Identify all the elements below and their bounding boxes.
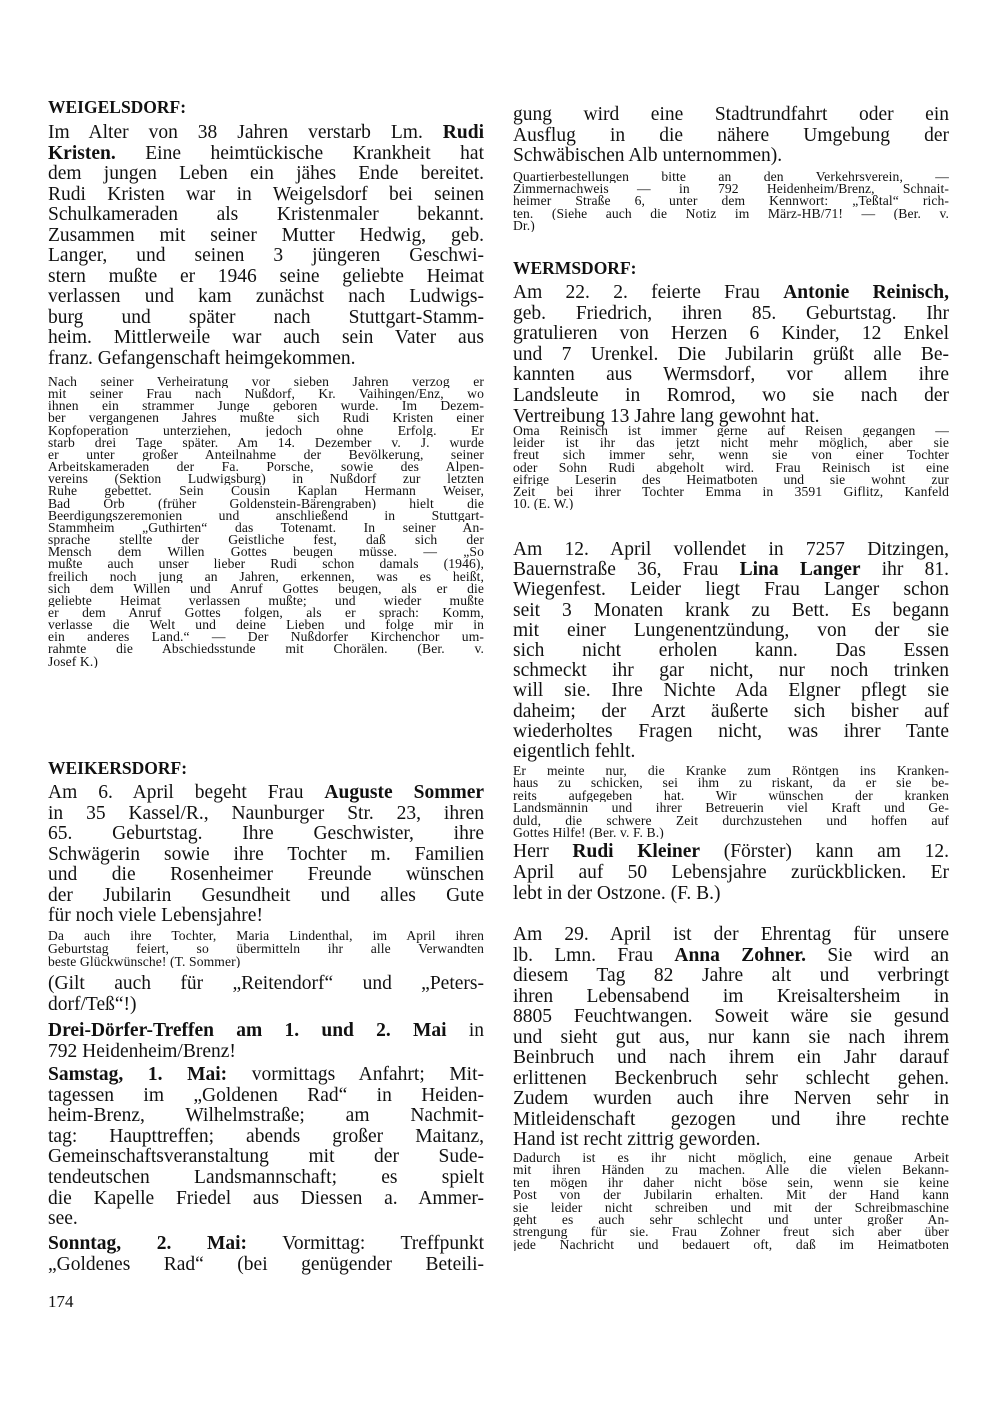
text-line bbox=[48, 376, 484, 388]
text-line bbox=[48, 246, 484, 267]
text-line bbox=[48, 1147, 484, 1168]
text-line bbox=[513, 1089, 949, 1110]
text-run: sprache stellte der Geistliche fest, daß sich der bbox=[48, 534, 484, 547]
text-line bbox=[48, 97, 484, 117]
text-line bbox=[48, 595, 484, 607]
text-run: Beinbruch und nach ihrem ein Jahr darauf bbox=[513, 1048, 949, 1068]
text-line bbox=[48, 349, 484, 370]
text-line bbox=[48, 498, 484, 510]
text-line bbox=[48, 974, 484, 995]
text-run: sie leider nicht schreiben und mit der Schreibmaschine bbox=[513, 1201, 949, 1214]
section-heading bbox=[48, 758, 484, 778]
text-line bbox=[513, 1177, 949, 1189]
text-run: Am 6. April begeht Frau bbox=[48, 783, 325, 803]
text-line bbox=[513, 304, 949, 325]
text-run: Dr.) bbox=[513, 219, 535, 232]
text-run: freut sich immer sehr, wenn sie von einer Tochter bbox=[513, 449, 949, 462]
text-line bbox=[48, 1106, 484, 1127]
text-run: Schulkameraden als Kristenmaler bekannt. bbox=[48, 205, 484, 225]
text-line bbox=[48, 845, 484, 866]
text-run: sich dem Willen und Anruf Gottes beugen, als er die bbox=[48, 582, 484, 595]
text-run: reits aufgegeben hat. Wir wünschen der kranken bbox=[513, 789, 949, 803]
text-run: Schwägerin sowie ihre Tochter m. Familien bbox=[48, 844, 484, 865]
text-run: ber vergangenen Jahres mußte sich Rudi Kristen einer bbox=[48, 412, 484, 425]
text-line bbox=[48, 956, 484, 969]
text-line bbox=[513, 841, 949, 862]
text-run: haus zu schicken, sei ihm zu riskant, da er sie be- bbox=[513, 777, 949, 790]
note-paragraph bbox=[48, 376, 484, 668]
text-line bbox=[513, 425, 949, 437]
text-line bbox=[48, 534, 484, 546]
text-run: Mitleidenschaft gezogen und ihre rechte bbox=[513, 1109, 949, 1130]
text-run: Am 12. April vollendet in 7257 Ditzingen, bbox=[513, 540, 949, 560]
text-run: burg und später nach Stuttgart-Stamm- bbox=[48, 307, 484, 328]
text-line bbox=[513, 862, 949, 883]
text-line bbox=[513, 925, 949, 946]
text-run: Ruhe gebettet. Sein Cousin Kaplan Hermann Weiser, bbox=[48, 485, 484, 498]
text-line bbox=[48, 758, 484, 778]
text-run: Gemeinschaftsveranstaltung mit der Sude- bbox=[48, 1147, 484, 1168]
text-run: Eine heimtückische Krankheit hat bbox=[115, 143, 484, 164]
text-run: Er meinte nur, die Kranke zum Röntgen ins Kranken- bbox=[513, 765, 949, 778]
text-line bbox=[48, 930, 484, 943]
bold-name: Drei-Dörfer-Treffen am 1. und 2. Mai bbox=[48, 1020, 447, 1041]
text-run: ihren Lebensabend im Kreisaltersheim in bbox=[513, 986, 949, 1007]
text-run: Im Alter von 38 Jahren verstarb Lm. bbox=[48, 123, 443, 143]
text-line bbox=[513, 1152, 949, 1164]
text-run: franz. Gefangenschaft heimgekommen. bbox=[48, 348, 356, 369]
bold-name: Kristen. bbox=[48, 143, 116, 164]
text-run: WEIGELSDORF: bbox=[48, 97, 187, 117]
text-line bbox=[48, 906, 484, 927]
text-line bbox=[513, 560, 949, 580]
text-line bbox=[48, 558, 484, 570]
bold-name: Rudi Kleiner bbox=[572, 841, 701, 862]
text-run: Herr bbox=[513, 841, 573, 862]
text-line bbox=[48, 144, 484, 165]
text-run: geliebte Heimat verlassen mußte; und wieder mußte bbox=[48, 594, 484, 607]
bold-name: Sonntag, 2. Mai: bbox=[48, 1233, 248, 1254]
text-line bbox=[48, 1254, 484, 1275]
text-run: Josef K.) bbox=[48, 655, 98, 668]
text-line bbox=[513, 324, 949, 345]
text-run: Oma Reinisch ist immer gerne auf Reisen gegangen — bbox=[513, 425, 949, 438]
text-run: er unter großer Anteilnahme der Bevölkerung, seiner bbox=[48, 448, 484, 462]
text-run: Da auch ihre Tochter, Maria Lindenthal, im April ihren bbox=[48, 930, 484, 943]
bold-name: Rudi bbox=[442, 123, 484, 143]
text-run: Vertreibung 13 Jahre lang gewohnt hat. bbox=[513, 406, 820, 427]
text-run: oder Sohn Rudi abgeholt wird. Frau Reinisch ist eine bbox=[513, 461, 949, 474]
text-run: Am 29. April ist der Ehrentag für unsere bbox=[513, 925, 949, 945]
text-line bbox=[513, 437, 949, 449]
text-run: Bauernstraße 36, Frau bbox=[513, 560, 740, 581]
text-line bbox=[48, 619, 484, 631]
text-run: dem jungen Leben ein jähes Ende bereitet. bbox=[48, 164, 484, 184]
text-line bbox=[513, 601, 949, 621]
text-run: gratulieren von Herzen 6 Kinder, 12 Enkel bbox=[513, 324, 949, 345]
note-paragraph bbox=[48, 930, 484, 968]
text-run: er dem Anruf Gottes folgen, als er sprach: Komm, bbox=[48, 606, 484, 620]
text-run: Vormittag: Treffpunkt bbox=[247, 1233, 484, 1254]
text-run: April auf 50 Lebensjahre zurückblicken. Er bbox=[513, 862, 949, 883]
text-run: und 7 Urenkel. Die Jubilarin grüßt alle Be- bbox=[513, 344, 949, 365]
text-run: Arbeitskameraden der Fa. Porsche, sowie des Alpen- bbox=[48, 461, 484, 474]
text-run: mit einer Lungenentzündung, von der sie bbox=[513, 620, 949, 641]
text-run: Mensch dem Willen Gottes beugen müsse. — „So bbox=[48, 546, 484, 559]
text-line bbox=[48, 267, 484, 288]
text-run: und die Rosenheimer Freunde wünschen bbox=[48, 865, 484, 885]
text-run: vereins (Sektion Ludwigsburg) in Nußdorf zur letzten bbox=[48, 473, 484, 486]
text-line bbox=[513, 641, 949, 661]
body-paragraph bbox=[513, 105, 949, 167]
text-run: tagessen im „Goldenen Rad“ in Heiden- bbox=[48, 1085, 484, 1106]
text-line bbox=[513, 1189, 949, 1201]
text-line bbox=[48, 607, 484, 619]
text-run: verlassen und kam zunächst nach Ludwigs- bbox=[48, 287, 484, 307]
text-run: eigentlich fehlt. bbox=[513, 741, 636, 762]
text-line bbox=[513, 1226, 949, 1238]
page-number: 174 bbox=[48, 1292, 74, 1311]
text-line bbox=[513, 765, 949, 777]
text-line bbox=[48, 571, 484, 583]
text-run: jede Nachricht und bedauert oft, daß im Heimatboten bbox=[513, 1238, 949, 1252]
text-line bbox=[513, 1239, 949, 1251]
text-line bbox=[48, 308, 484, 329]
text-line bbox=[48, 631, 484, 643]
text-run: geht es auch sehr schlecht und unter großer An- bbox=[513, 1213, 949, 1227]
text-run: mußte auch unser lieber Rudi schon damals (1946), bbox=[48, 558, 484, 571]
text-run: 792 Heidenheim/Brenz! bbox=[48, 1041, 236, 1062]
text-run: wiederholtes Fragen nicht, was ihrer Tante bbox=[513, 721, 949, 742]
text-line bbox=[513, 486, 949, 498]
text-line bbox=[48, 388, 484, 400]
text-run: seit 3 Monaten krank zu Bett. Es begann bbox=[513, 600, 949, 621]
text-run: ten. (Siehe auch die Notiz im März-HB/71! — (Ber. v. bbox=[513, 207, 949, 220]
note-paragraph bbox=[513, 425, 949, 510]
bold-name: Antonie Reinisch, bbox=[783, 283, 949, 303]
text-line bbox=[513, 1028, 949, 1049]
text-line bbox=[513, 777, 949, 789]
text-run: (Gilt auch für „Reitendorf“ und „Peters- bbox=[48, 974, 484, 994]
text-line bbox=[48, 1233, 484, 1254]
text-line bbox=[48, 205, 484, 226]
text-line bbox=[48, 185, 484, 206]
text-line bbox=[513, 722, 949, 742]
text-line bbox=[513, 802, 949, 814]
text-run: Landsmännin und ihrer Betreuerin viel Kraft und Ge- bbox=[513, 802, 949, 815]
body-paragraph bbox=[48, 123, 484, 369]
text-run: für noch viele Lebensjahre! bbox=[48, 906, 263, 926]
text-line bbox=[513, 1164, 949, 1176]
text-run: Zusammen mit seiner Mutter Hedwig, geb. bbox=[48, 225, 484, 246]
text-run: (Förster) kann am 12. bbox=[700, 841, 949, 862]
text-run: beste Glückwünsche! (T. Sommer) bbox=[48, 955, 241, 969]
text-line bbox=[48, 485, 484, 497]
text-line bbox=[48, 510, 484, 522]
text-line bbox=[48, 865, 484, 886]
text-run: Beerdigungszeremonien und anschließend in Stuttgart- bbox=[48, 509, 484, 522]
text-line bbox=[48, 995, 484, 1016]
text-line bbox=[48, 1168, 484, 1189]
text-line bbox=[513, 1214, 949, 1226]
text-line bbox=[513, 883, 949, 904]
bold-name: Anna Zohner. bbox=[674, 945, 807, 966]
text-line bbox=[48, 449, 484, 461]
text-line bbox=[513, 462, 949, 474]
section-heading bbox=[48, 97, 484, 117]
body-paragraph bbox=[48, 974, 484, 1016]
text-line bbox=[513, 661, 949, 681]
text-run: in bbox=[446, 1020, 484, 1041]
text-run: „Goldenes Rad“ (bei genügender Beteili- bbox=[48, 1254, 484, 1275]
text-run: erlittenen Beckenbruch sehr schlecht gehen. bbox=[513, 1068, 949, 1089]
text-line bbox=[513, 345, 949, 366]
note-paragraph bbox=[513, 765, 949, 839]
text-run: will sie. Ihre Nichte Ada Elgner pflegt sie bbox=[513, 681, 949, 702]
bold-name: Lina Langer bbox=[739, 560, 861, 581]
text-line bbox=[513, 790, 949, 802]
text-run: Langer, und seinen 3 jüngeren Geschwi- bbox=[48, 246, 484, 266]
section-heading bbox=[513, 258, 949, 278]
text-line bbox=[48, 287, 484, 308]
text-run: ihnen ein strammer Junge geboren wurde. Im Dezem- bbox=[48, 400, 484, 413]
body-paragraph bbox=[513, 540, 949, 762]
text-run: vormittags Anfahrt; Mit- bbox=[227, 1065, 484, 1085]
text-line bbox=[513, 1130, 949, 1151]
text-line bbox=[513, 702, 949, 722]
text-line bbox=[513, 1007, 949, 1028]
text-line bbox=[48, 546, 484, 558]
text-run: 65. Geburtstag. Ihre Geschwister, ihre bbox=[48, 824, 484, 844]
text-line bbox=[48, 656, 484, 668]
text-run: diesem Tag 82 Jahre alt und verbringt bbox=[513, 966, 949, 986]
text-run: Nach seiner Verheiratung vor sieben Jahren verzog er bbox=[48, 376, 484, 389]
text-run: 8805 Feuchtwangen. Soweit wäre sie gesund bbox=[513, 1007, 949, 1027]
text-run: verlasse die Welt und deine Lieben und folge mir in bbox=[48, 619, 484, 632]
text-run: sich nicht erholen kann. Das Essen bbox=[513, 640, 949, 661]
text-line bbox=[48, 123, 484, 144]
text-run: leider ist ihr das jetzt nicht mehr möglich, aber sie bbox=[513, 437, 949, 450]
body-paragraph bbox=[48, 1065, 484, 1230]
text-line bbox=[48, 412, 484, 424]
text-run: Kopfoperation unterziehen, jedoch ohne Erfolg. Er bbox=[48, 424, 484, 437]
text-run: ihr 81. bbox=[860, 560, 949, 581]
text-run: WERMSDORF: bbox=[513, 258, 637, 278]
bold-name: Samstag, 1. Mai: bbox=[48, 1065, 228, 1085]
text-run: Bad Orb (früher Goldenstein-Bärengraben) hielt die bbox=[48, 497, 484, 510]
text-line bbox=[48, 1065, 484, 1086]
text-line bbox=[48, 824, 484, 845]
text-run: strengung für sie. Frau Zohner freut sich aber über bbox=[513, 1226, 949, 1239]
text-run: Zudem wurden auch ihre Nerven sehr in bbox=[513, 1089, 949, 1109]
text-line bbox=[513, 681, 949, 701]
text-line bbox=[513, 171, 949, 183]
body-paragraph bbox=[513, 841, 949, 904]
text-run: Rudi Kristen war in Weigelsdorf bei seinen bbox=[48, 184, 484, 205]
text-run: tag: Haupttreffen; abends großer Maitanz, bbox=[48, 1126, 484, 1147]
text-line bbox=[48, 1127, 484, 1148]
text-run: Post von der Jubilarin erhalten. Mit der Hand kann bbox=[513, 1189, 949, 1202]
text-line bbox=[48, 461, 484, 473]
text-line bbox=[513, 815, 949, 827]
text-run: Quartierbestellungen bitte an den Verkehrsverein, — bbox=[513, 171, 949, 184]
text-line bbox=[48, 437, 484, 449]
text-run: schmeckt ihr gar nicht, nur noch trinken bbox=[513, 661, 949, 682]
body-paragraph bbox=[48, 1020, 484, 1062]
note-paragraph bbox=[513, 171, 949, 232]
text-run: WEIKERSDORF: bbox=[48, 758, 188, 778]
text-run: Dadurch ist es ihr nicht möglich, eine genaue Arbeit bbox=[513, 1152, 949, 1165]
text-run: mit ihren Händen zu machen. Alle die vielen Bekann- bbox=[513, 1164, 949, 1177]
text-run: der Jubilarin Gesundheit und alles Gute bbox=[48, 885, 484, 906]
text-line bbox=[513, 946, 949, 967]
text-run: freilich noch jung an Jahren, erkennen, was es heißt, bbox=[48, 570, 484, 583]
body-paragraph bbox=[513, 283, 949, 427]
text-run: starb drei Tage später. Am 14. Dezember v. J. wurde bbox=[48, 436, 484, 449]
text-run: Geburtstag feiert, so übermitteln ihr alle Verwandten bbox=[48, 942, 484, 956]
text-line bbox=[513, 742, 949, 762]
text-line bbox=[48, 783, 484, 804]
text-line bbox=[513, 208, 949, 220]
text-run: eifrige Leserin des Heimatboten und sie wohnt zur bbox=[513, 473, 949, 486]
text-line bbox=[513, 498, 949, 510]
text-line bbox=[513, 621, 949, 641]
text-run: tendeutschen Landsmannschaft; es spielt bbox=[48, 1167, 484, 1188]
text-line bbox=[48, 226, 484, 247]
text-run: heim-Brenz, Wilhelmstraße; am Nachmit- bbox=[48, 1106, 484, 1127]
text-run: heimer Straße 6, unter dem Kennwort: „Teßtal“ rich- bbox=[513, 195, 949, 208]
text-run: ein anderes Land.“ — Der Nußdorfer Kirchenchor um- bbox=[48, 631, 484, 644]
body-paragraph bbox=[48, 783, 484, 927]
text-run: see. bbox=[48, 1209, 78, 1230]
text-run: Landsleute in Romrod, wo sie nach der bbox=[513, 385, 949, 406]
text-run: kannten aus Wermsdorf, vor allem ihre bbox=[513, 365, 949, 386]
body-paragraph bbox=[513, 925, 949, 1151]
text-line bbox=[48, 1041, 484, 1062]
text-run: in 35 Kassel/R., Naunburger Str. 23, ihren bbox=[48, 803, 484, 824]
text-line bbox=[513, 1069, 949, 1090]
text-line bbox=[513, 580, 949, 600]
text-run: ten mögen ihr daher nicht böse sein, wenn sie keine bbox=[513, 1176, 949, 1190]
text-line bbox=[513, 258, 949, 278]
text-run: die Kapelle Friedel aus Diessen a. Ammer- bbox=[48, 1188, 484, 1209]
text-line bbox=[513, 474, 949, 486]
text-run: lb. Lmn. Frau bbox=[513, 945, 675, 966]
text-line bbox=[513, 987, 949, 1008]
text-line bbox=[48, 643, 484, 655]
text-line bbox=[513, 1110, 949, 1131]
text-line bbox=[513, 386, 949, 407]
text-line bbox=[513, 195, 949, 207]
text-line bbox=[513, 365, 949, 386]
text-line bbox=[513, 966, 949, 987]
text-line bbox=[513, 220, 949, 232]
text-line bbox=[48, 164, 484, 185]
text-run: lebt in der Ostzone. (F. B.) bbox=[513, 883, 721, 904]
text-line bbox=[513, 146, 949, 167]
text-run: Schwäbischen Alb unternommen). bbox=[513, 146, 783, 166]
text-line bbox=[48, 583, 484, 595]
text-line bbox=[513, 827, 949, 839]
text-line bbox=[513, 449, 949, 461]
text-run: Ausflug in die nähere Umgebung der bbox=[513, 125, 949, 146]
text-run: und sieht gut aus, nur kann sie nach ihrem bbox=[513, 1027, 949, 1048]
bold-name: Auguste Sommer bbox=[324, 783, 484, 803]
text-run: Gottes Hilfe! (Ber. v. F. B.) bbox=[513, 826, 664, 840]
text-line bbox=[48, 1209, 484, 1230]
text-line bbox=[48, 943, 484, 956]
text-run: Zimmernachweis — in 792 Heidenheim/Brenz, Schnait- bbox=[513, 183, 949, 196]
text-run: dorf/Teß“!) bbox=[48, 994, 137, 1015]
text-line bbox=[48, 1020, 484, 1041]
text-run: Sie wird an bbox=[806, 945, 949, 966]
text-line bbox=[48, 804, 484, 825]
text-run: rahmte die Abschiedsstunde mit Chorälen. (Ber. v. bbox=[48, 643, 484, 656]
text-line bbox=[48, 400, 484, 412]
text-run: mit seiner Frau nach Nußdorf, Kr. Vaihingen/Enz, wo bbox=[48, 388, 484, 401]
text-line bbox=[513, 540, 949, 560]
text-line bbox=[513, 183, 949, 195]
text-run: daheim; der Arzt äußerte sich bisher auf bbox=[513, 701, 949, 722]
text-run: Hand ist recht zittrig geworden. bbox=[513, 1130, 761, 1150]
text-run: Stammheim „Guthirten“ das Totenamt. In seiner An- bbox=[48, 521, 484, 535]
text-line bbox=[513, 1048, 949, 1069]
text-run: heim. Mittlerweile war auch sein Vater aus bbox=[48, 328, 484, 348]
text-run: geb. Friedrich, ihren 85. Geburtstag. Ihr bbox=[513, 303, 949, 324]
text-line bbox=[48, 1189, 484, 1210]
text-line bbox=[513, 105, 949, 126]
note-paragraph bbox=[513, 1152, 949, 1251]
text-line bbox=[48, 473, 484, 485]
text-run: Am 22. 2. feierte Frau bbox=[513, 283, 784, 303]
text-line bbox=[48, 425, 484, 437]
text-run: Wiegenfest. Leider liegt Frau Langer schon bbox=[513, 580, 949, 601]
text-line bbox=[513, 283, 949, 304]
text-run: stern mußte er 1946 seine geliebte Heimat bbox=[48, 266, 484, 287]
text-run: 10. (E. W.) bbox=[513, 498, 574, 511]
text-run: Zeit bei ihrer Tochter Emma in 3591 Giflitz, Kanfeld bbox=[513, 485, 949, 499]
text-line bbox=[48, 522, 484, 534]
text-run: gung wird eine Stadtrundfahrt oder ein bbox=[513, 105, 949, 125]
text-run: duld, die schwere Zeit durchzustehen und hoffen auf bbox=[513, 814, 949, 827]
text-line bbox=[48, 328, 484, 349]
text-line bbox=[513, 1202, 949, 1214]
text-line bbox=[513, 126, 949, 147]
text-line bbox=[48, 1086, 484, 1107]
text-line bbox=[48, 886, 484, 907]
body-paragraph bbox=[48, 1233, 484, 1275]
